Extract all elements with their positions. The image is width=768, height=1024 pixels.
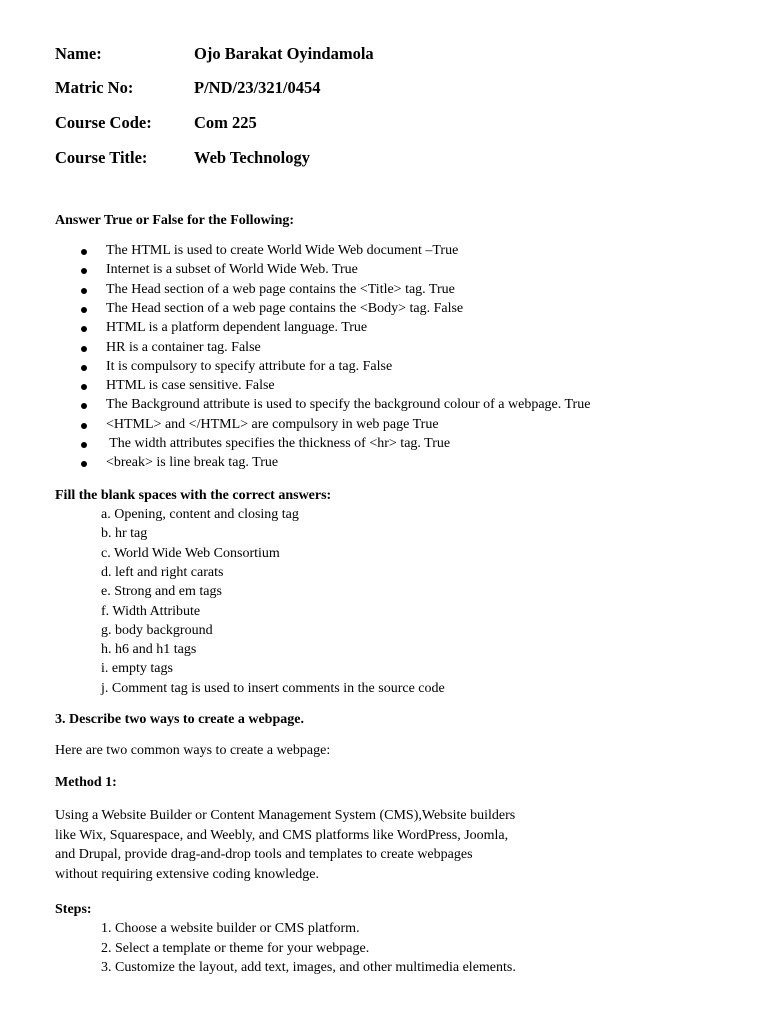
bullet-icon xyxy=(81,365,87,371)
bullet-icon xyxy=(81,346,87,352)
true-false-heading: Answer True or False for the Following: xyxy=(55,213,295,228)
list-item: g. body background xyxy=(101,622,213,638)
paragraph-line: like Wix, Squarespace, and Weebly, and CMS platforms like WordPress, Joomla, xyxy=(55,827,509,843)
name-label: Name: xyxy=(55,44,102,63)
course-title-value: Web Technology xyxy=(194,148,310,167)
intro-text: Here are two common ways to create a webpage: xyxy=(55,743,331,758)
paragraph-line: Using a Website Builder or Content Management System (CMS),Website builders xyxy=(55,808,516,823)
course-title-label: Course Title: xyxy=(55,148,148,167)
list-item: c. World Wide Web Consortium xyxy=(101,545,280,561)
bullet-icon xyxy=(81,326,87,332)
bullet-icon xyxy=(81,423,87,429)
method-heading: Method 1: xyxy=(55,775,117,790)
list-item: i. empty tags xyxy=(101,661,173,677)
bullet-icon xyxy=(81,403,87,409)
method-paragraph xyxy=(55,806,615,884)
list-item: h. h6 and h1 tags xyxy=(101,642,197,658)
name-value: Ojo Barakat Oyindamola xyxy=(194,44,374,63)
list-item: 2. Select a template or theme for your webpage. xyxy=(101,940,370,956)
paragraph-line: and Drupal, provide drag-and-drop tools and templates to create webpages xyxy=(55,847,473,862)
paragraph-line: without requiring extensive coding knowledge. xyxy=(55,866,319,882)
course-code-label: Course Code: xyxy=(55,113,152,132)
bullet-icon xyxy=(81,384,87,390)
course-code-value: Com 225 xyxy=(194,113,257,132)
list-item: f. Width Attribute xyxy=(101,603,201,619)
steps-heading: Steps: xyxy=(55,902,92,917)
list-item: b. hr tag xyxy=(101,526,148,542)
describe-heading: 3. Describe two ways to create a webpage. xyxy=(55,712,304,727)
fill-blank-heading: Fill the blank spaces with the correct answers: xyxy=(55,488,332,503)
document-page: Name: Ojo Barakat Oyindamola Matric No: P/ND/23/321/0454 Course Code: Com 225 Course Title: Web Technology Answer True or False for the Following: The HTML is used to create World Wide Web document –True Internet is a subset of World Wide Web. True The Head section of a web page contains the <Title> tag. True The Head section of a web page contains the <Body> tag. False HTML is a platform dependent language. True HR is a container tag. False It is compulsory to specify attribute for a tag. False HTML is case sensitive. False The Background attribute is used to specify the background colour of a webpage. True <HTML> and </HTML> are compulsory in web page True The width attributes specifies the thickness of <hr> tag. True <break> is line break tag. True Fill the blank spaces with the correct answers: a. Opening, content and closing tag b. hr tag c. World Wide Web Consortium d. left and right carats e. Strong and em tags f. Width Attribute g. body background h. h6 and h1 tags i. empty tags j. Comment tag is used to insert comments in the source code 3. Describe two ways to create a webpage. Here are two common ways to create a webpage: Method 1: Using a Website Builder or Content Management System (CMS),Website builders like Wix, Squarespace, and Weebly, and CMS platforms like WordPress, Joomla, and Drupal, provide drag-and-drop tools and templates to create webpages without requiring extensive coding knowledge. Steps: 1. Choose a website builder or CMS platform. 2. Select a template or theme for your webpage. 3. Customize the layout, add text, images, and other multimedia elements. xyxy=(0,0,768,1024)
bullet-icon xyxy=(81,288,87,294)
bullet-icon xyxy=(81,442,87,448)
list-item: 1. Choose a website builder or CMS platform. xyxy=(101,921,360,936)
list-item: d. left and right carats xyxy=(101,564,224,580)
matric-label: Matric No: xyxy=(55,78,134,97)
bullet-icon xyxy=(81,307,87,313)
bullet-icon xyxy=(81,249,87,255)
list-item: e. Strong and em tags xyxy=(101,584,222,600)
bullet-icon xyxy=(81,268,87,274)
list-item: j. Comment tag is used to insert comments in the source code xyxy=(101,680,445,696)
list-item: a. Opening, content and closing tag xyxy=(101,507,299,522)
matric-value: P/ND/23/321/0454 xyxy=(194,78,321,97)
list-item: 3. Customize the layout, add text, images, and other multimedia elements. xyxy=(101,960,516,975)
bullet-icon xyxy=(81,461,87,467)
